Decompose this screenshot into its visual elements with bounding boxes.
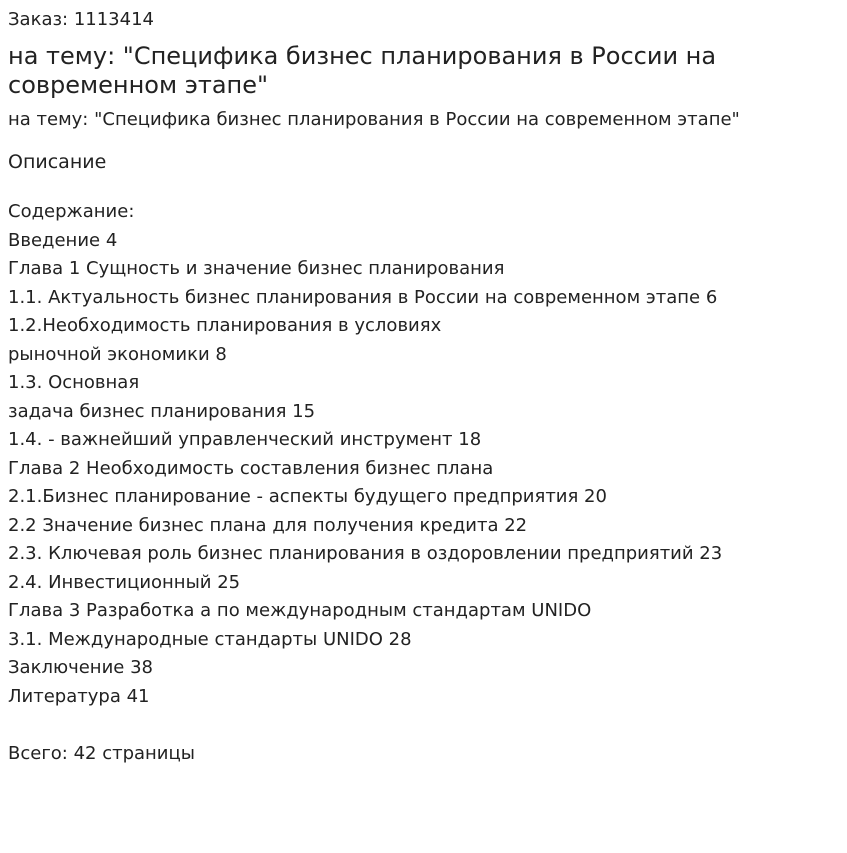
toc-item: 3.1. Международные стандарты UNIDO 28 <box>8 628 412 650</box>
table-of-contents <box>8 198 839 768</box>
toc-item: Глава 1 Сущность и значение бизнес планирования <box>8 258 505 279</box>
toc-item: рыночной экономики 8 <box>8 343 227 365</box>
toc-item: Глава 3 Разработка а по международным стандартам UNIDO <box>8 600 592 621</box>
toc-item: Литература 41 <box>8 685 150 707</box>
toc-item: 1.1. Актуальность бизнес планирования в России на современном этапе 6 <box>8 286 718 308</box>
toc-item: 1.4. - важнейший управленческий инструмент 18 <box>8 429 482 450</box>
toc-item: 2.1.Бизнес планирование - аспекты будущего предприятия 20 <box>8 486 607 507</box>
spacer <box>8 711 839 740</box>
toc-item: Заключение 38 <box>8 657 153 678</box>
toc-item: Введение 4 <box>8 229 118 251</box>
page-total: Всего: 42 страницы <box>8 742 195 764</box>
toc-item: 2.2 Значение бизнес плана для получения кредита 22 <box>8 514 528 536</box>
toc-item: 2.3. Ключевая роль бизнес планирования в оздоровлении предприятий 23 <box>8 543 723 564</box>
order-number: Заказ: 1113414 <box>8 9 154 30</box>
toc-item: 1.3. Основная <box>8 372 140 393</box>
toc-item: 1.2.Необходимость планирования в условиях <box>8 315 442 336</box>
page-subtitle: на тему: "Специфика бизнес планирования в России на современном этапе" <box>8 109 740 130</box>
toc-item: задача бизнес планирования 15 <box>8 400 316 422</box>
page-title: на тему: "Специфика бизнес планирования в России на современном этапе" <box>8 42 717 99</box>
description-heading: Описание <box>8 151 107 173</box>
toc-heading: Содержание: <box>8 201 135 222</box>
toc-item: Глава 2 Необходимость составления бизнес плана <box>8 457 494 479</box>
toc-item: 2.4. Инвестиционный 25 <box>8 571 241 593</box>
